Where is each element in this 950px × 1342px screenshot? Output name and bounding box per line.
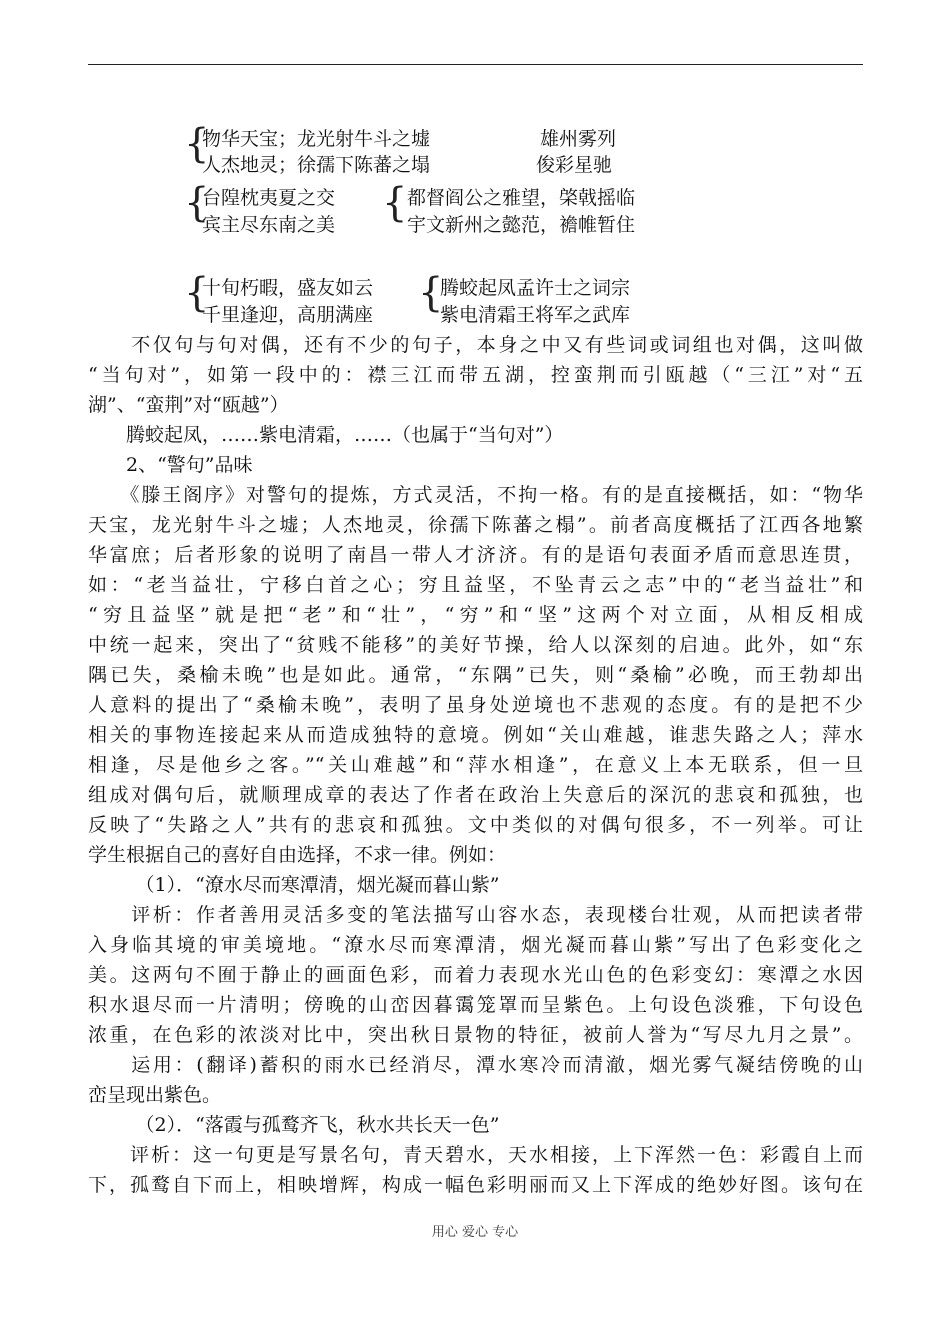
left-brace: { — [382, 180, 408, 226]
couplet-line: 俊彩星驰 — [536, 154, 613, 176]
couplet-line: 十旬朽暇，盛友如云 — [202, 277, 374, 299]
body-line: 运用：(翻译)蓄积的雨水已经消尽，潭水寒冷而清澈，烟光雾气凝结傍晚的山 — [88, 1054, 863, 1076]
body-line: 人意料的提出了“桑榆未晚”，表明了虽身处逆境也不悲观的态度。有的是把不少 — [88, 694, 863, 716]
body-line: 湖”、“蛮荆”对“瓯越”） — [88, 394, 289, 416]
body-line: 浓重，在色彩的浓淡对比中，突出秋日景物的特征，被前人誉为“写尽九月之景”。 — [88, 1024, 863, 1046]
body-line: 《滕王阁序》对警句的提炼，方式灵活，不拘一格。有的是直接概括，如：“物华 — [88, 484, 863, 506]
couplet-line: 物华天宝；龙光射牛斗之墟 — [202, 128, 431, 150]
body-line: 美。这两句不囿于静止的画面色彩，而着力表现水光山色的色彩变幻：寒潭之水因 — [88, 964, 863, 986]
example-heading: （2）．“落霞与孤鹜齐飞，秋水共长天一色” — [88, 1114, 500, 1136]
couplet-line: 雄州雾列 — [540, 128, 617, 150]
body-line: “当句对”，如第一段中的：襟三江而带五湖，控蛮荆而引瓯越（“三江”对“五 — [88, 364, 863, 386]
page-footer: 用心 爱心 专心 — [431, 1225, 519, 1240]
body-line: 评析：作者善用灵活多变的笔法描写山容水态，表现楼台壮观，从而把读者带 — [88, 904, 863, 926]
couplet-line: 腾蛟起凤孟许士之词宗 — [440, 277, 631, 299]
left-brace: { — [184, 121, 210, 167]
body-line: 相关的事物连接起来从而造成独特的意境。例如“关山难越，谁悲失路之人；萍水 — [88, 724, 863, 746]
body-line: 隅已失，桑榆未晚”也是如此。通常，“东隅”已失，则“桑榆”必晚，而王勃却出 — [88, 664, 863, 686]
body-line: 组成对偶句后，就顺理成章的表达了作者在政治上失意后的深沉的悲哀和孤独，也 — [88, 784, 863, 806]
couplet-line: 千里逢迎，高朋满座 — [202, 304, 374, 326]
body-line: 天宝，龙光射牛斗之墟；人杰地灵，徐孺下陈蕃之榻”。前者高度概括了江西各地繁 — [88, 514, 863, 536]
couplet-line: 台隍枕夷夏之交 — [202, 187, 336, 209]
body-line: 华富庶；后者形象的说明了南昌一带人才济济。有的是语句表面矛盾而意思连贯， — [88, 544, 863, 566]
body-line: 腾蛟起凤，……紫电清霜，……（也属于“当句对”） — [88, 424, 564, 446]
example-heading: （1）．“潦水尽而寒潭清，烟光凝而暮山紫” — [88, 874, 500, 896]
body-line: 不仅句与句对偶，还有不少的句子，本身之中又有些词或词组也对偶，这叫做 — [88, 334, 863, 356]
couplet-line: 紫电清霜王将军之武库 — [440, 304, 631, 326]
couplet-line: 宇文新州之懿范，襜帷暂住 — [407, 214, 636, 236]
left-brace: { — [184, 270, 210, 316]
body-line: 下，孤鹜自下而上，相映增辉，构成一幅色彩明丽而又上下浑成的绝妙好图。该句在 — [88, 1174, 863, 1196]
couplet-line: 人杰地灵；徐孺下陈蕃之塌 — [202, 154, 431, 176]
body-line: 评析：这一句更是写景名句，青天碧水，天水相接，上下浑然一色：彩霞自上而 — [88, 1144, 863, 1166]
section-heading: 2、“警句”品味 — [88, 454, 253, 476]
body-line: 入身临其境的审美境地。“潦水尽而寒潭清，烟光凝而暮山紫”写出了色彩变化之 — [88, 934, 863, 956]
body-line: 峦呈现出紫色。 — [88, 1084, 222, 1106]
body-line: 如：“老当益壮，宁移白首之心；穷且益坚，不坠青云之志”中的“老当益壮”和 — [88, 574, 863, 596]
header-rule — [88, 64, 863, 65]
left-brace: { — [184, 180, 210, 226]
body-line: 中统一起来，突出了“贫贱不能移”的美好节操，给人以深刻的启迪。此外，如“东 — [88, 634, 863, 656]
body-line: 相逢，尽是他乡之客。”“关山难越”和“萍水相逢”，在意义上本无联系，但一旦 — [88, 754, 863, 776]
body-line: “穷且益坚”就是把“老”和“壮”，“穷”和“坚”这两个对立面，从相反相成 — [88, 604, 863, 626]
couplet-line: 宾主尽东南之美 — [202, 214, 336, 236]
couplet-line: 都督阎公之雅望，棨戟摇临 — [407, 187, 636, 209]
body-line: 积水退尽而一片清明；傍晚的山峦因暮霭笼罩而呈紫色。上句设色淡雅，下句设色 — [88, 994, 863, 1016]
left-brace: { — [418, 270, 444, 316]
body-line: 学生根据自己的喜好自由选择，不求一律。例如： — [88, 844, 507, 866]
body-line: 反映了“失路之人”共有的悲哀和孤独。文中类似的对偶句很多，不一列举。可让 — [88, 814, 863, 836]
